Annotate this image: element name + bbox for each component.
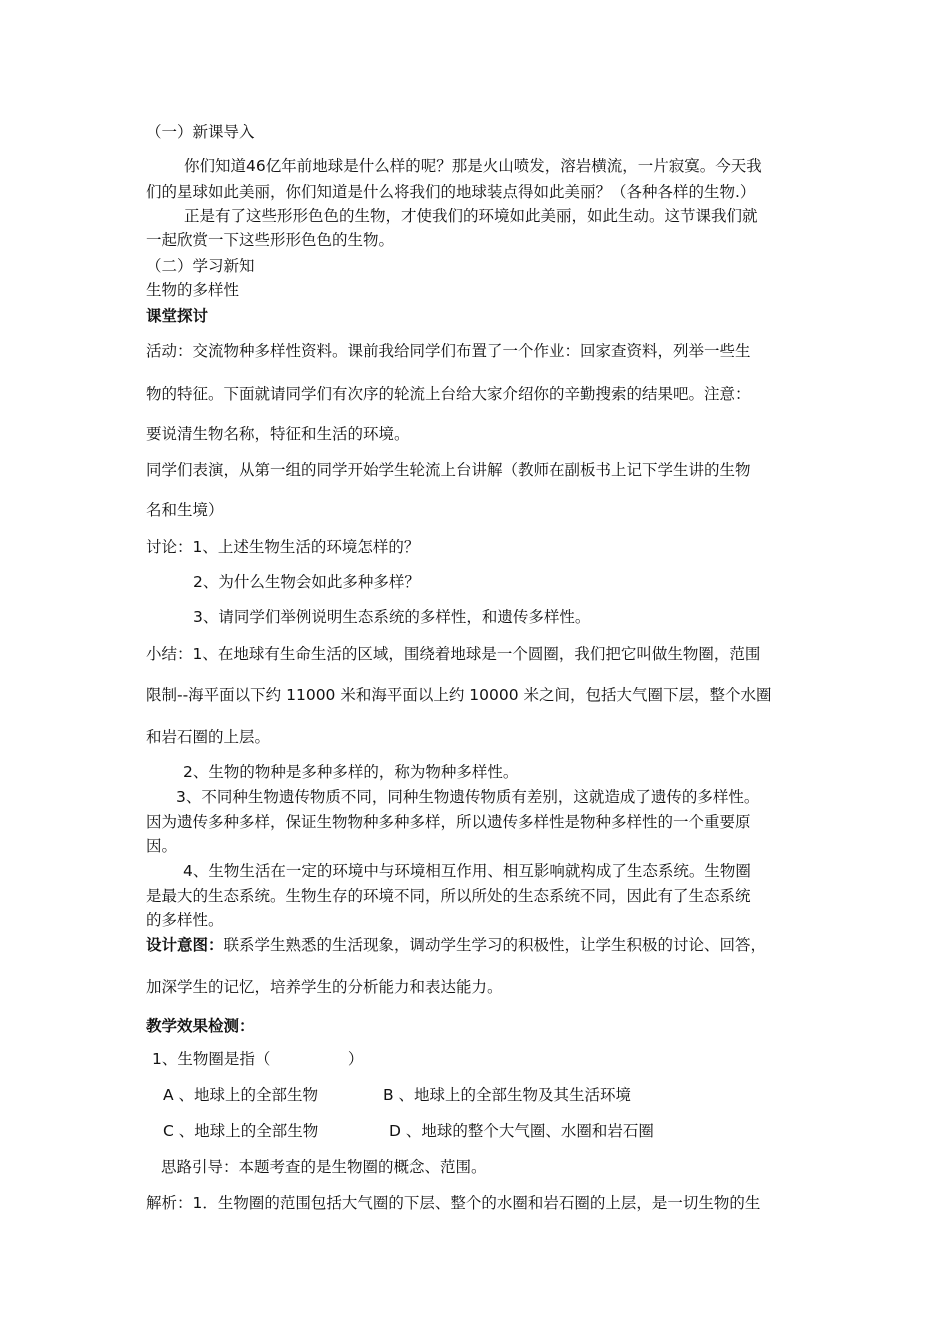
summary-3-line-3: 因。	[146, 837, 178, 855]
design-intent-label: 设计意图：	[146, 936, 224, 954]
section-heading-new-knowledge: （二）学习新知	[146, 257, 255, 275]
option-b: B 、地球上的全部生物及其生活环境	[383, 1086, 632, 1104]
performance-line-1: 同学们表演，从第一组的同学开始学生轮流上台讲解（教师在副板书上记下学生讲的生物	[146, 461, 751, 479]
intro-paragraph-2-line-1: 正是有了这些形形色色的生物，才使我们的环境如此美丽，如此生动。这节课我们就	[184, 207, 758, 225]
design-intent-text: 联系学生熟悉的生活现象，调动学生学习的积极性，让学生积极的讨论、回答，	[223, 936, 767, 954]
option-a: A 、地球上的全部生物	[163, 1086, 319, 1104]
summary-2: 2、生物的物种是多种多样的，称为物种多样性。	[183, 763, 519, 781]
summary-1-line-2: 限制--海平面以下约 11000 米和海平面以上约 10000 米之间，包括大气圈下层，整个水圈	[146, 686, 772, 704]
summary-4-line-3: 的多样性。	[146, 911, 224, 929]
intro-paragraph-2-line-2: 一起欣赏一下这些形形色色的生物。	[146, 231, 395, 249]
summary-1-line-1: 小结：1、在地球有生命生活的区域，围绕着地球是一个圆圈，我们把它叫做生物圈，范围	[146, 645, 761, 663]
discussion-question-2: 2、为什么生物会如此多种多样？	[193, 573, 420, 591]
activity-line-2: 物的特征。下面就请同学们有次序的轮流上台给大家介绍你的辛勤搜索的结果吧。注意：	[146, 385, 751, 403]
hint: 思路引导：本题考查的是生物圈的概念、范围。	[161, 1158, 487, 1176]
discussion-title: 课堂探讨	[146, 307, 209, 325]
topic-title: 生物的多样性	[146, 281, 240, 299]
activity-line-1: 活动：交流物种多样性资料。课前我给同学们布置了一个作业：回家查资料，列举一些生	[146, 342, 751, 360]
performance-line-2: 名和生境）	[146, 501, 224, 519]
activity-line-3: 要说清生物名称，特征和生活的环境。	[146, 425, 410, 443]
analysis: 解析：1．生物圈的范围包括大气圈的下层、整个的水圈和岩石圈的上层，是一切生物的生	[146, 1194, 761, 1212]
discussion-question-3: 3、请同学们举例说明生态系统的多样性，和遗传多样性。	[193, 608, 591, 626]
intro-paragraph-1-line-1: 你们知道46亿年前地球是什么样的呢？那是火山喷发，溶岩横流，一片寂寞。今天我	[184, 157, 762, 175]
discussion-question-1: 讨论：1、上述生物生活的环境怎样的？	[146, 538, 420, 556]
summary-4-line-2: 是最大的生态系统。生物生存的环境不同，所以所处的生态系统不同，因此有了生态系统	[146, 887, 751, 905]
summary-3-line-1: 3、不同种生物遗传物质不同，同种生物遗传物质有差别，这就造成了遗传的多样性。	[176, 788, 760, 806]
section-heading-intro: （一）新课导入	[146, 123, 255, 141]
summary-3-line-2: 因为遗传多种多样，保证生物物种多种多样，所以遗传多样性是物种多样性的一个重要原	[146, 813, 751, 831]
option-d: D 、地球的整个大气圈、水圈和岩石圈	[389, 1122, 654, 1140]
assessment-title: 教学效果检测：	[146, 1017, 255, 1035]
design-intent-line-1	[146, 935, 766, 955]
summary-1-line-3: 和岩石圈的上层。	[146, 728, 271, 746]
intro-paragraph-1-line-2: 们的星球如此美丽，你们知道是什么将我们的地球装点得如此美丽？（各种各样的生物.）	[146, 183, 756, 201]
summary-4-line-1: 4、生物生活在一定的环境中与环境相互作用、相互影响就构成了生态系统。生物圈	[183, 862, 751, 880]
option-c: C 、地球上的全部生物	[163, 1122, 319, 1140]
design-intent-line-2: 加深学生的记忆，培养学生的分析能力和表达能力。	[146, 978, 503, 996]
question-1: 1、生物圈是指（ ）	[152, 1050, 364, 1068]
